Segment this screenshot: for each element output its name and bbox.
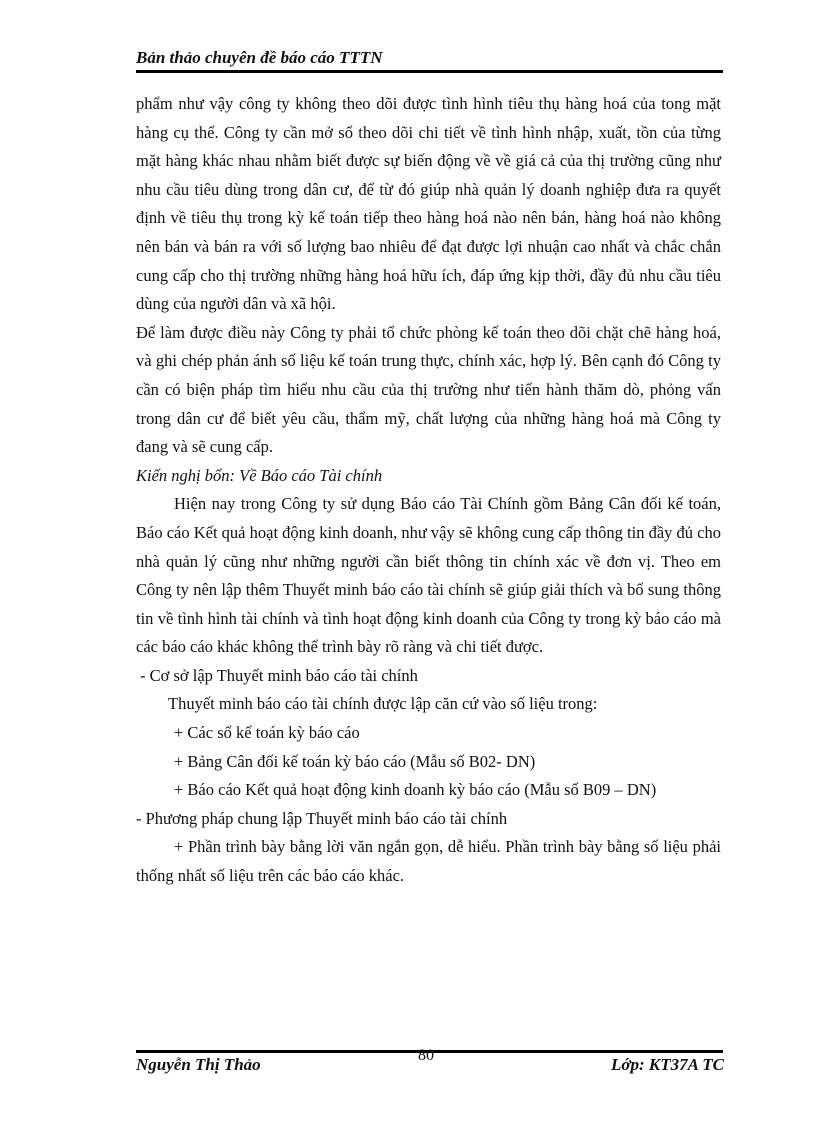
basis-item: + Báo cáo Kết quả hoạt động kinh doanh kỳ báo cáo (Mẫu số B09 – DN) bbox=[174, 780, 657, 800]
paragraph-3: Hiện nay trong Công ty sử dụng Báo cáo Tài Chính gồm Bảng Cân đối kế toán, Báo cáo Kết quả hoạt động kinh doanh, như vậy sẽ không cung cấp thông tin đầy đủ cho nhà quản lý cũng như những người cần biết thông tin chính xác về đơn vị. Theo em Công ty nên lập thêm Thuyết minh báo cáo tài chính sẽ giúp giải thích và bổ sung thông tin về tình hình tài chính và tình hoạt động kinh doanh của Công ty trong kỳ báo cáo mà các báo cáo khác không thể trình bày rõ ràng và chi tiết được. bbox=[136, 494, 721, 657]
page-number: 80 bbox=[418, 1047, 434, 1064]
method-paragraph: + Phần trình bày bằng lời văn ngắn gọn, dễ hiểu. Phần trình bày bằng số liệu phải thống nhất số liệu trên các báo cáo khác. bbox=[136, 837, 721, 886]
method-title: - Phương pháp chung lập Thuyết minh báo cáo tài chính bbox=[136, 808, 508, 828]
basis-item: + Bảng Cân đối kế toán kỳ báo cáo (Mẫu số B02- DN) bbox=[174, 751, 536, 771]
footer-author: Nguyễn Thị Thảo bbox=[136, 1055, 261, 1074]
paragraph-2: Để làm được điều này Công ty phải tổ chức phòng kế toán theo dõi chặt chẽ hàng hoá, và ghi chép phản ánh số liệu kế toán trung thực, chính xác, hợp lý. Bên cạnh đó Công ty cần có biện pháp tìm hiểu nhu cầu của thị trường như tiến hành thăm dò, phỏng vấn trong dân cư để biết yêu cầu, thẩm mỹ, chất lượng của những hàng hoá mà Công ty đang và sẽ cung cấp. bbox=[136, 322, 721, 457]
footer-class: Lớp: KT37A TC bbox=[610, 1055, 724, 1074]
header-rule bbox=[136, 70, 723, 73]
section-heading: Kiến nghị bốn: Về Báo cáo Tài chính bbox=[136, 465, 383, 485]
basis-item: + Các sổ kế toán kỳ báo cáo bbox=[174, 723, 360, 743]
header-title: Bản thảo chuyên đề báo cáo TTTN bbox=[136, 48, 383, 67]
basis-title: - Cơ sở lập Thuyết minh báo cáo tài chính bbox=[140, 665, 418, 685]
document-body bbox=[136, 90, 721, 891]
paragraph-1: phẩm như vậy công ty không theo dõi được tình hình tiêu thụ hàng hoá của tong mặt hàng cụ thể. Công ty cần mở sổ theo dõi chi tiết về tình hình nhập, xuất, tồn của từng mặt hàng khác nhau nhằm biết được sự biến động về về giá cả của thị trường cũng như nhu cầu tiêu dùng trong dân cư, để từ đó giúp nhà quản lý doanh nghiệp đưa ra quyết định về tiêu thụ trong kỳ kế toán tiếp theo hàng hoá nào nên bán, hàng hoá nào không nên bán và bán ra với số lượng bao nhiêu để đạt được lợi nhuận cao nhất và chắc chắn cung cấp cho thị trường những hàng hoá hữu ích, đáp ứng kịp thời, đầy đủ nhu cầu tiêu dùng của người dân và xã hội. bbox=[136, 94, 721, 314]
basis-intro: Thuyết minh báo cáo tài chính được lập căn cứ vào số liệu trong: bbox=[168, 694, 598, 714]
